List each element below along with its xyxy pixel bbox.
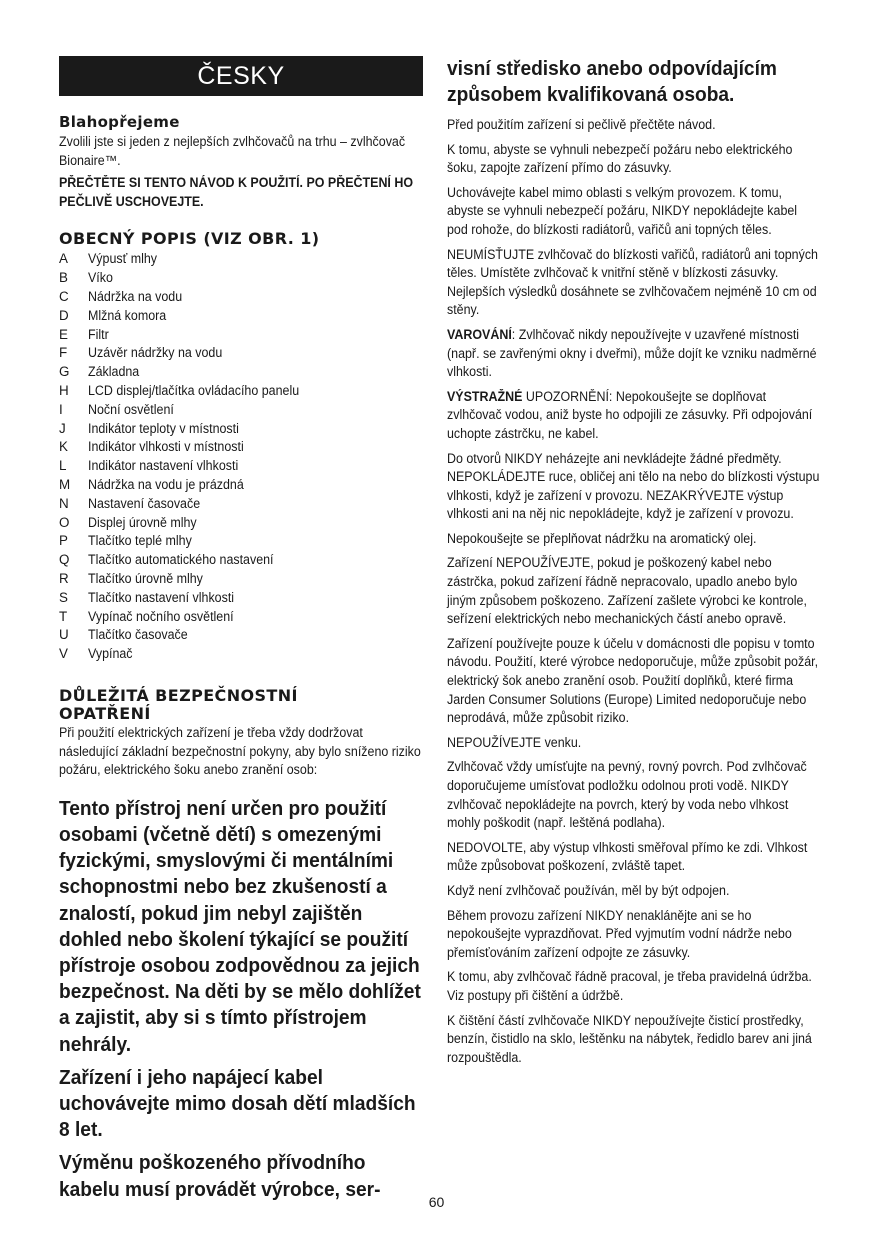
part-letter: G (59, 364, 70, 380)
paragraph: Zařízení používejte pouze k účelu v domácnosti dle popisu v tomto návodu. Použití, které výrobce nedoporučuje, může způsobit požár, elektrický šok anebo zranění osob. Použití doplňků, které firma Jarden Consumer Solutions (Europe) Limited nedoporučuje nebo neprodává, může způsobit riziko. (447, 635, 819, 726)
paragraph: K tomu, aby zvlhčovač řádně pracoval, je třeba pravidelná údržba. Viz postupy při čištění a údržbě. (447, 969, 812, 1003)
paragraph: K čištění částí zvlhčovače NIKDY nepoužívejte čisticí prostředky, benzín, čistidlo na sklo, leštěnku na nábytek, ředidlo barev ani jiná rozpouštědla. (447, 1012, 812, 1065)
paragraph: NEPOUŽÍVEJTE venku. (447, 734, 582, 750)
part-label: Tlačítko nastavení vlhkosti (88, 589, 235, 605)
caution-text: UPOZORNĚNÍ: Nepokoušejte se doplňovat zvlhčovač vodou, aniž byste ho odpojili ze zásuvky. Při odpojování uchopte zástrčku, ne kabel. (447, 388, 813, 441)
part-label: Filtr (88, 326, 109, 342)
big-warning-continuation: visní středisko anebo odpovídajícím způsobem kvalifikovaná osoba. (447, 57, 777, 106)
part-letter: I (59, 401, 63, 417)
part-letter: N (59, 495, 69, 511)
part-item (59, 288, 423, 307)
paragraph: Uchovávejte kabel mimo oblasti s velkým provozem. K tomu, abyste se vyhnuli nebezpečí požáru, NIKDY nepokládejte kabel pod rohože, do blízkosti radiátorů, vařičů ani topných těles. (447, 184, 798, 237)
language-header: ČESKY (59, 56, 423, 96)
caution-label: VÝSTRAŽNÉ (447, 388, 523, 404)
parts-list (59, 250, 423, 664)
part-letter: O (59, 514, 70, 530)
part-letter: F (59, 345, 68, 361)
part-label: Základna (88, 364, 140, 380)
part-item (59, 551, 423, 570)
part-letter: U (59, 627, 69, 643)
part-label: Tlačítko automatického nastavení (88, 552, 274, 568)
paragraph: Zařízení NEPOUŽÍVEJTE, pokud je poškozený kabel nebo zástrčka, pokud zařízení řádně nepracovalo, upadlo anebo bylo jiným způsobem poškozeno. Zařízení zašlete výrobci ke kontrole, seřízení elektrických nebo mechanických částí anebo opravě. (447, 555, 807, 627)
part-label: Tlačítko úrovně mlhy (88, 570, 203, 586)
part-letter: B (59, 270, 68, 286)
part-letter: S (59, 589, 68, 605)
part-item (59, 382, 423, 401)
part-item (59, 269, 423, 288)
part-label: Displej úrovně mlhy (88, 514, 197, 530)
part-label: Tlačítko teplé mlhy (88, 533, 192, 549)
part-label: Tlačítko časovače (88, 627, 188, 643)
part-label: Víko (88, 270, 113, 286)
part-label: Nádržka na vodu je prázdná (88, 476, 244, 492)
left-column (59, 56, 423, 1203)
part-label: Indikátor vlhkosti v místnosti (88, 439, 244, 455)
part-letter: K (59, 439, 68, 455)
part-label: LCD displej/tlačítka ovládacího panelu (88, 382, 300, 398)
part-item (59, 589, 423, 608)
congrats-text: Zvolili jste si jeden z nejlepších zvlhčovačů na trhu – zvlhčovač Bionaire™. (59, 134, 406, 168)
part-item (59, 608, 423, 627)
warning-label: VAROVÁNÍ (447, 326, 512, 342)
part-item (59, 363, 423, 382)
paragraph: K tomu, abyste se vyhnuli nebezpečí požáru nebo elektrického šoku, zapojte zařízení přímo do zásuvky. (447, 141, 793, 176)
part-label: Vypínač (88, 646, 133, 662)
part-item (59, 476, 423, 495)
read-notice: PŘEČTĚTE SI TENTO NÁVOD K POUŽITÍ. PO PŘEČTENÍ HO PEČLIVĚ USCHOVEJTE. (59, 175, 414, 209)
part-letter: J (59, 420, 66, 436)
caution-paragraph (447, 388, 820, 444)
warning-paragraph (447, 326, 820, 382)
part-item (59, 344, 423, 363)
part-label: Výpusť mlhy (88, 251, 158, 267)
part-label: Vypínač nočního osvětlení (88, 608, 234, 624)
part-item (59, 626, 423, 645)
safety-intro: Při použití elektrických zařízení je třeba vždy dodržovat následující základní bezpečnostní pokyny, aby bylo sníženo riziko požáru, elektrického šoku anebo zranění osob: (59, 724, 421, 778)
part-item (59, 326, 423, 345)
part-letter: Q (59, 552, 70, 568)
part-item (59, 250, 423, 269)
paragraph: Do otvorů NIKDY neházejte ani nevkládejte žádné předměty. NEPOKLÁDEJTE ruce, obličej ani tělo na nebo do blízkosti výstupu vlhkosti, když je zařízení v provozu. NEZAKRÝVEJTE výstup vlhkosti ani na něj nic nepokládejte, když je zařízení v provozu. (447, 450, 820, 522)
part-item (59, 495, 423, 514)
part-label: Mlžná komora (88, 307, 167, 323)
part-letter: V (59, 646, 68, 662)
part-letter: L (59, 458, 67, 474)
part-item (59, 532, 423, 551)
big-warning-1: Tento přístroj není určen pro použití osobami (včetně dětí) s omezenými fyzickými, smyslovými či mentálními schopnostmi nebo bez zkušeností a znalostí, pokud jim nebyl zajištěn dohled nebo školení týkající se použití přístroje osobou zodpovědnou za jejich bezpečnost. Na děti by se mělo dohlížet a zajistit, aby si s tímto přístrojem nehrály. (59, 796, 421, 1056)
paragraph: Před použitím zařízení si pečlivě přečtěte návod. (447, 117, 716, 132)
part-letter: H (59, 382, 69, 398)
part-letter: M (59, 476, 71, 492)
paragraph: NEDOVOLTE, aby výstup vlhkosti směřoval přímo ke zdi. Vlhkost může způsobovat poškození, zvláště tapet. (447, 839, 808, 874)
big-warning-3: Výměnu poškozeného přívodního kabelu musí provádět výrobce, ser- (59, 1151, 381, 1201)
big-warning-2: Zařízení i jeho napájecí kabel uchovávejte mimo dosah dětí mladších 8 let. (59, 1065, 416, 1142)
right-column (447, 56, 822, 1073)
general-description-title: OBECNÝ POPIS (VIZ OBR. 1) (59, 229, 320, 249)
paragraph: Zvlhčovač vždy umísťujte na pevný, rovný povrch. Pod zvlhčovač doporučujeme umísťovat podložku odolnou proti vodě. NIKDY zvlhčovač nepokládejte na povrch, který by voda nebo vlhkost mohly poškodit (např. leštěná podlaha). (447, 759, 807, 831)
paragraph: NEUMÍSŤUJTE zvlhčovač do blízkosti vařičů, radiátorů ani topných těles. Umístěte zvlhčovač k vnitřní stěně v blízkosti zásuvky. Nejlepších výsledků dosáhnete se zvlhčovačem nejméně 10 cm od stěny. (447, 246, 818, 318)
part-letter: A (59, 251, 68, 267)
part-label: Indikátor teploty v místnosti (88, 420, 239, 436)
big-warnings (59, 796, 423, 1203)
part-letter: E (59, 326, 68, 342)
part-item (59, 438, 423, 457)
part-letter: C (59, 288, 69, 304)
part-letter: R (59, 570, 69, 586)
congrats-title: Blahopřejeme (59, 113, 180, 131)
part-item (59, 514, 423, 533)
part-label: Nastavení časovače (88, 495, 201, 511)
paragraph: Během provozu zařízení NIKDY nenaklánějte ani se ho nepokoušejte vyprazdňovat. Před vyjmutím vodní nádrže nebo přemísťováním zařízení odpojte ze zásuvky. (447, 907, 792, 960)
paragraph: Když není zvlhčovač používán, měl by být odpojen. (447, 882, 730, 898)
part-item (59, 645, 423, 664)
paragraph: Nepokoušejte se přeplňovat nádržku na aromatický olej. (447, 530, 757, 546)
part-item (59, 457, 423, 476)
part-item (59, 570, 423, 589)
safety-title: DŮLEŽITÁ BEZPEČNOSTNÍ OPATŘENÍ (59, 685, 298, 723)
part-item (59, 401, 423, 420)
part-label: Noční osvětlení (88, 401, 174, 417)
part-letter: T (59, 608, 68, 624)
part-item (59, 420, 423, 439)
part-letter: D (59, 307, 69, 323)
part-label: Uzávěr nádržky na vodu (88, 345, 223, 361)
warning-text: : Zvlhčovač nikdy nepoužívejte v uzavřené místnosti (např. se zavřenými okny i dveřmi), může dojít ke vzniku nadměrné vlhkosti. (447, 326, 817, 380)
part-label: Indikátor nastavení vlhkosti (88, 458, 239, 474)
part-label: Nádržka na vodu (88, 288, 183, 304)
part-letter: P (59, 533, 68, 549)
page-number: 60 (428, 1194, 445, 1210)
part-item (59, 307, 423, 326)
